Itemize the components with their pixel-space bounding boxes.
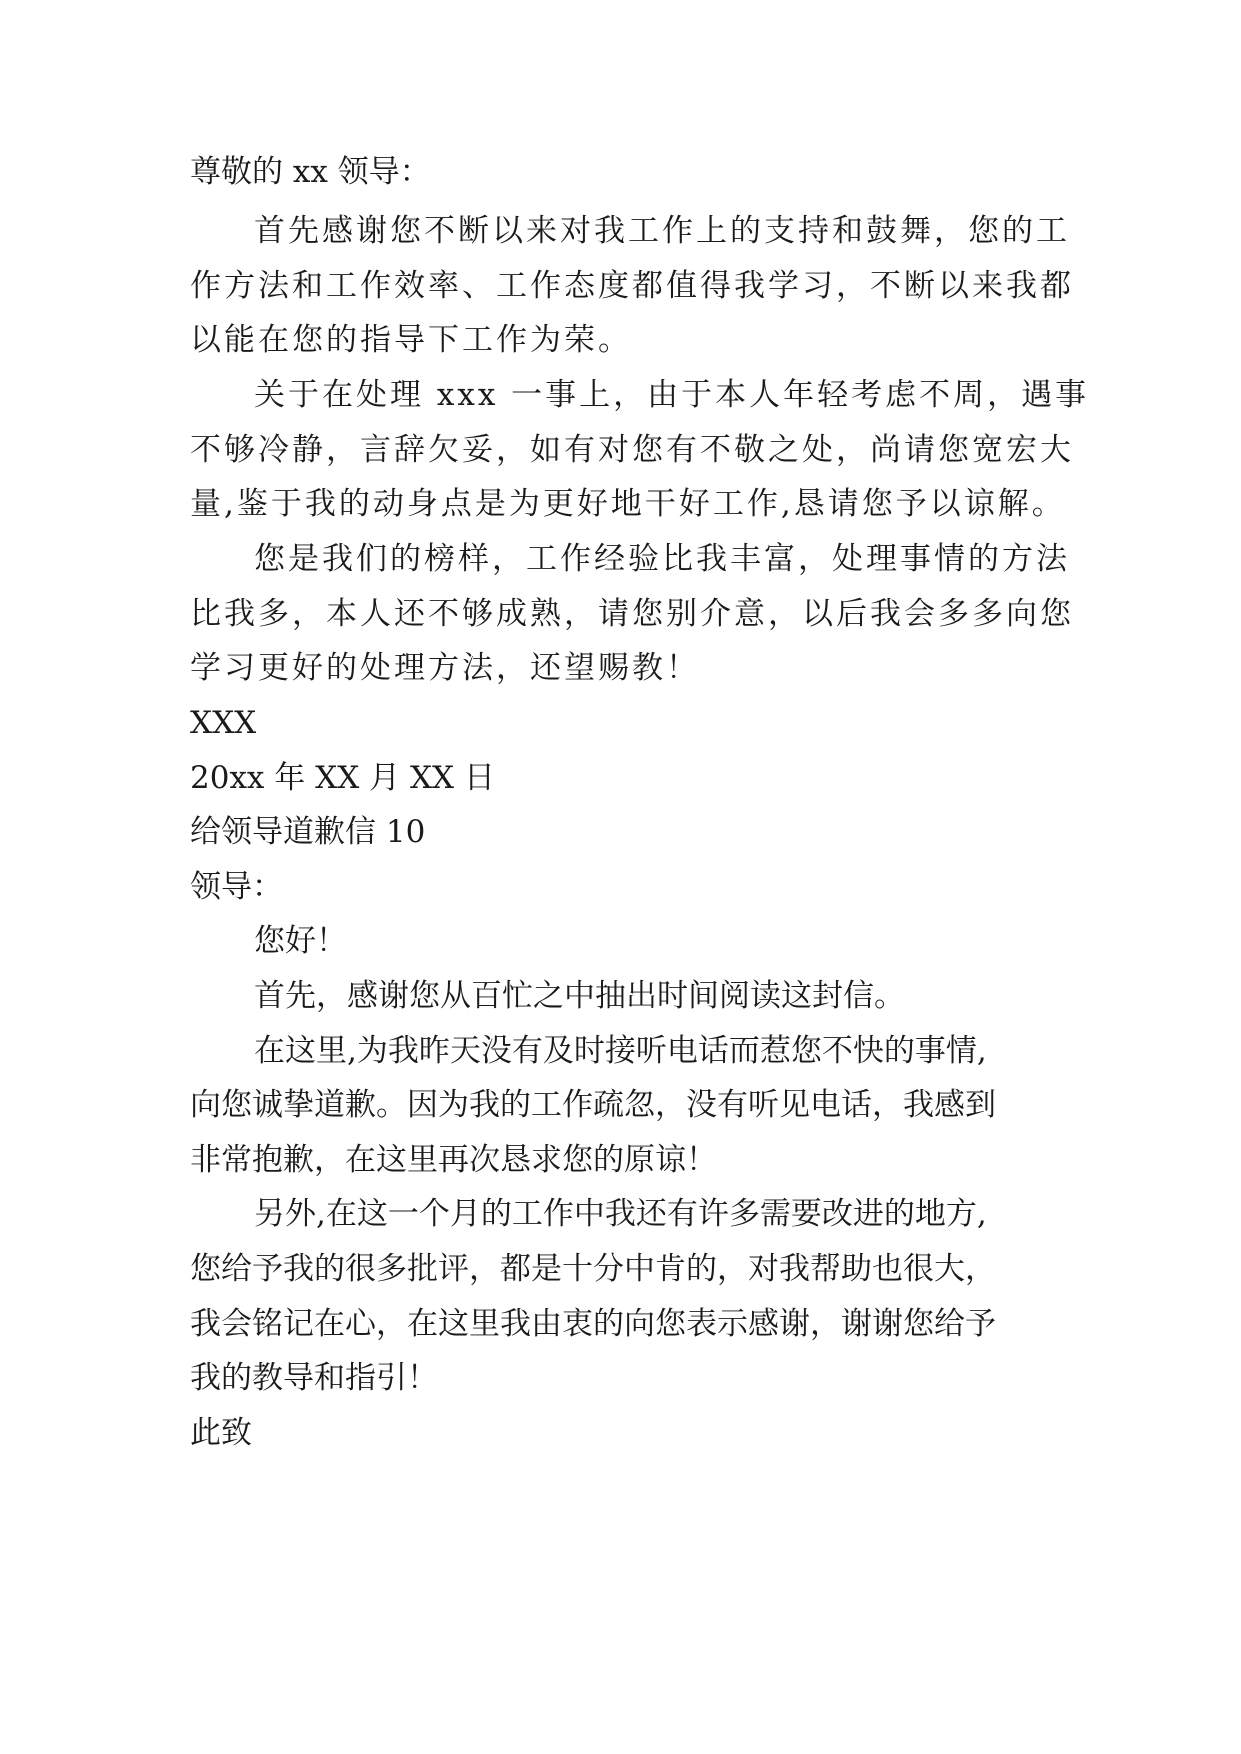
paragraph-4-line-1: 首先，感谢您从百忙之中抽出时间阅读这封信。: [254, 978, 905, 1014]
paragraph-5-line-2: 向您诚挚道歉。因为我的工作疏忽，没有听见电话，我感到: [190, 1087, 996, 1123]
paragraph-5-line-1: 在这里,为我昨天没有及时接听电话而惹您不快的事情,: [254, 1033, 987, 1069]
greeting: 您好！: [254, 923, 347, 959]
signature-name: XXX: [190, 705, 257, 741]
paragraph-3-line-2: 比我多，本人还不够成熟，请您别介意，以后我会多多向您: [190, 596, 1074, 632]
signature-date: 20xx 年 XX 月 XX 日: [190, 760, 495, 796]
paragraph-2-line-3: 量,鉴于我的动身点是为更好地干好工作,恳请您予以谅解。: [190, 486, 1066, 522]
paragraph-6-line-2: 您给予我的很多批评，都是十分中肯的，对我帮助也很大，: [190, 1251, 996, 1287]
paragraph-2-line-2: 不够冷静，言辞欠妥，如有对您有不敬之处，尚请您宽宏大: [190, 432, 1074, 468]
salutation-2: 领导：: [190, 869, 283, 905]
letter-title: 给领导道歉信 10: [190, 814, 426, 850]
paragraph-3-line-1: 您是我们的榜样，工作经验比我丰富，处理事情的方法: [254, 541, 1070, 577]
paragraph-1-line-1: 首先感谢您不断以来对我工作上的支持和鼓舞，您的工: [254, 213, 1070, 249]
paragraph-3-line-3: 学习更好的处理方法，还望赐教！: [190, 650, 700, 686]
salutation: 尊敬的 xx 领导：: [190, 154, 431, 190]
paragraph-1-line-2: 作方法和工作效率、工作态度都值得我学习，不断以来我都: [190, 268, 1074, 304]
paragraph-6-line-3: 我会铭记在心，在这里我由衷的向您表示感谢，谢谢您给予: [190, 1306, 996, 1342]
paragraph-1-line-3: 以能在您的指导下工作为荣。: [190, 322, 632, 358]
paragraph-2-line-1: 关于在处理 xxx 一事上，由于本人年轻考虑不周，遇事: [254, 377, 1090, 413]
paragraph-5-line-3: 非常抱歉，在这里再次恳求您的原谅！: [190, 1142, 717, 1178]
paragraph-6-line-1: 另外,在这一个月的工作中我还有许多需要改进的地方,: [254, 1196, 987, 1232]
paragraph-6-line-4: 我的教导和指引！: [190, 1360, 438, 1396]
closing: 此致: [190, 1415, 252, 1451]
